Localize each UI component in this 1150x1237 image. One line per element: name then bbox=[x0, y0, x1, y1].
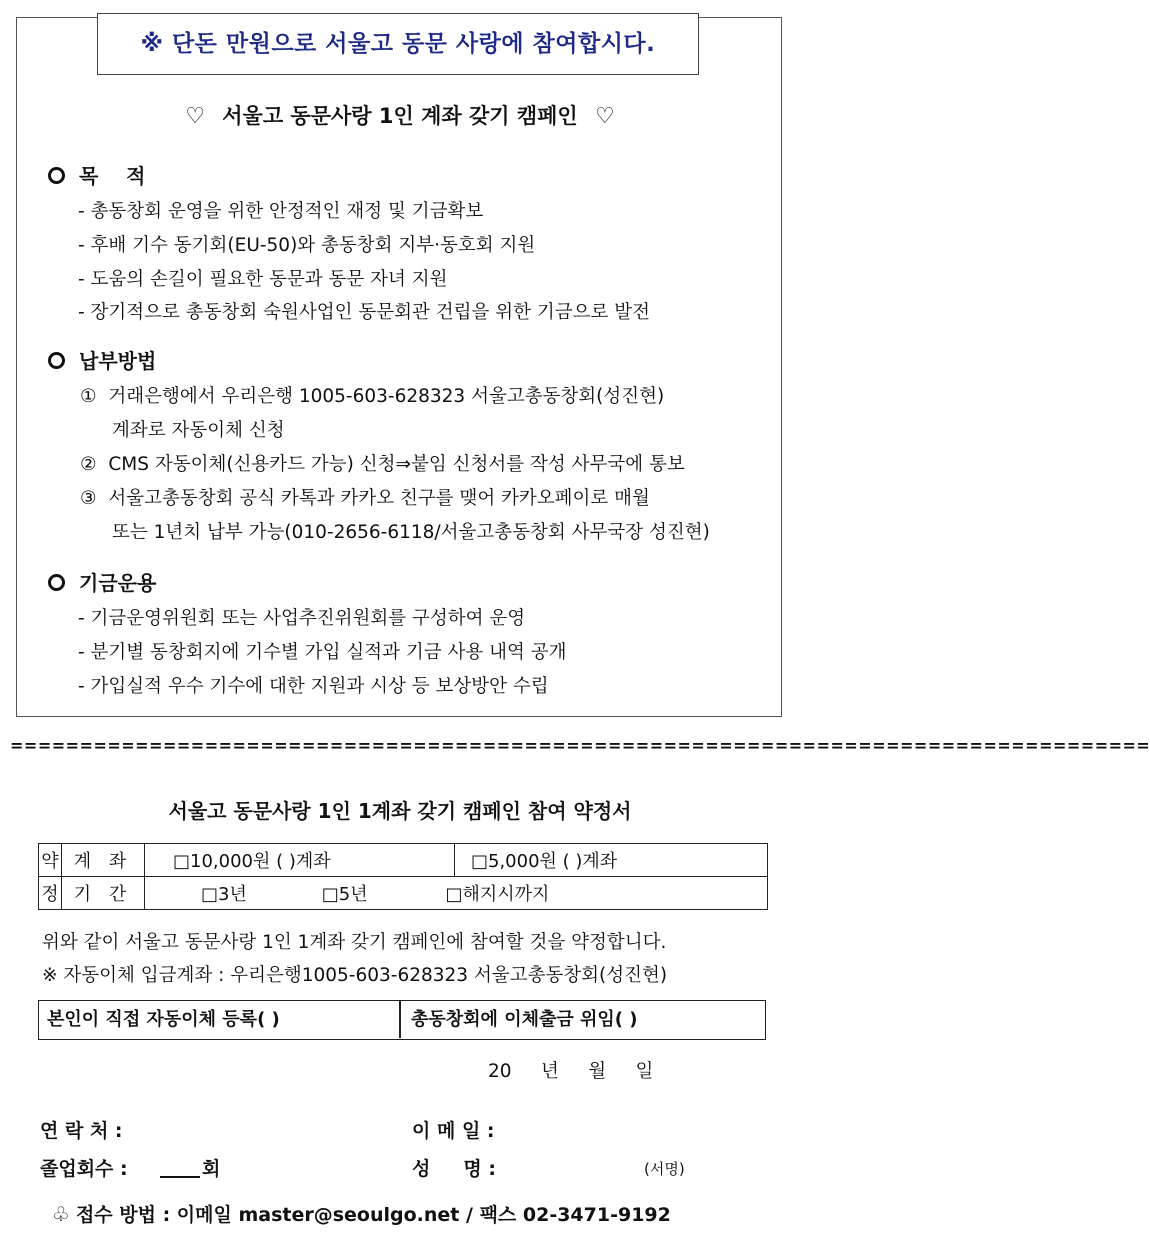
pledge-title: 서울고 동문사랑 1인 1계좌 갖기 캠페인 참여 약정서 bbox=[168, 799, 632, 823]
grad-suffix: 회 bbox=[202, 1158, 221, 1180]
name-label: 성 명 : bbox=[412, 1158, 496, 1180]
list-item-continuation: 계좌로 자동이체 신청 bbox=[112, 420, 285, 441]
list-item: ② CMS 자동이체(신용카드 가능) 신청⇒붙임 신청서를 작성 사무국에 통보 bbox=[80, 454, 685, 475]
email-label: 이 메 일 : bbox=[412, 1120, 495, 1142]
campaign-title-text: 서울고 동문사랑 1인 계좌 갖기 캠페인 bbox=[222, 104, 578, 128]
register-delegate-option[interactable]: 총동창회에 이체출금 위임( ) bbox=[411, 1009, 638, 1030]
list-item-continuation: 또는 1년치 납부 가능(010-2656-6118/서울고총동창회 사무국장 성진현) bbox=[112, 522, 710, 543]
list-item: - 도움의 손길이 필요한 동문과 동문 자녀 지원 bbox=[78, 269, 448, 290]
list-item: - 가입실적 우수 기수에 대한 지원과 시상 등 보상방안 수립 bbox=[78, 676, 549, 697]
table-side-label: 약 bbox=[39, 844, 62, 877]
list-item: ① 거래은행에서 우리은행 1005-603-628323 서울고총동창회(성진현) bbox=[80, 386, 665, 407]
phone-label: 연 락 처 : bbox=[40, 1120, 123, 1142]
grad-blank-line[interactable] bbox=[160, 1176, 200, 1178]
signature-label: (서명) bbox=[644, 1160, 685, 1178]
campaign-title bbox=[0, 100, 800, 130]
option-until-cancel[interactable]: □해지시까지 bbox=[445, 884, 550, 905]
option-3-years[interactable]: □3년 bbox=[201, 884, 247, 905]
date-field[interactable]: 20 년 월 일 bbox=[488, 1061, 654, 1082]
table-label-account: 계 좌 bbox=[62, 844, 145, 877]
list-item: - 기금운영위원회 또는 사업추진위원회를 구성하여 운영 bbox=[78, 608, 526, 629]
list-item: - 분기별 동창회지에 기수별 가입 실적과 기금 사용 내역 공개 bbox=[78, 642, 567, 663]
option-5000[interactable]: □5,000원 ( )계좌 bbox=[455, 844, 768, 877]
divider: ================================================================================== bbox=[10, 736, 1150, 755]
list-item: - 총동창회 운영을 위한 안정적인 재정 및 기금확보 bbox=[78, 201, 484, 222]
section-heading-fund: 기금운용 bbox=[48, 567, 156, 596]
pledge-statement: 위와 같이 서울고 동문사랑 1인 1계좌 갖기 캠페인에 참여할 것을 약정합니다. bbox=[42, 932, 667, 953]
circle-bullet-icon bbox=[48, 574, 65, 591]
table-label-period: 기 간 bbox=[62, 877, 145, 910]
section-heading-payment: 납부방법 bbox=[48, 345, 156, 374]
option-10000[interactable]: □10,000원 ( )계좌 bbox=[145, 844, 455, 877]
banner-text: ※ 단돈 만원으로 서울고 동문 사랑에 참여합시다. bbox=[140, 31, 656, 57]
pledge-table bbox=[38, 843, 768, 910]
register-box bbox=[38, 1000, 766, 1040]
period-options bbox=[145, 877, 768, 910]
heart-icon: ♡ bbox=[185, 104, 205, 129]
account-note: ※ 자동이체 입금계좌 : 우리은행1005-603-628323 서울고총동창회(성진현) bbox=[42, 965, 668, 986]
list-item: - 후배 기수 동기회(EU-50)와 총동창회 지부·동호회 지원 bbox=[78, 235, 536, 256]
register-divider bbox=[399, 1001, 401, 1038]
receipt-method: ♧ 접수 방법 : 이메일 master@seoulgo.net / 팩스 02-3471-9192 bbox=[52, 1202, 671, 1226]
list-item: - 장기적으로 총동창회 숙원사업인 동문회관 건립을 위한 기금으로 발전 bbox=[78, 302, 650, 323]
club-icon: ♧ bbox=[52, 1202, 70, 1226]
table-side-label: 정 bbox=[39, 877, 62, 910]
list-item: ③ 서울고총동창회 공식 카톡과 카카오 친구를 맺어 카카오페이로 매월 bbox=[80, 488, 650, 509]
banner bbox=[97, 13, 699, 75]
section-heading-purpose: 목 적 bbox=[48, 160, 146, 189]
option-5-years[interactable]: □5년 bbox=[321, 884, 368, 905]
circle-bullet-icon bbox=[48, 352, 65, 369]
heart-icon: ♡ bbox=[595, 104, 615, 129]
circle-bullet-icon bbox=[48, 167, 65, 184]
grad-label: 졸업회수 : bbox=[40, 1158, 128, 1180]
register-self-option[interactable]: 본인이 직접 자동이체 등록( ) bbox=[47, 1009, 280, 1030]
